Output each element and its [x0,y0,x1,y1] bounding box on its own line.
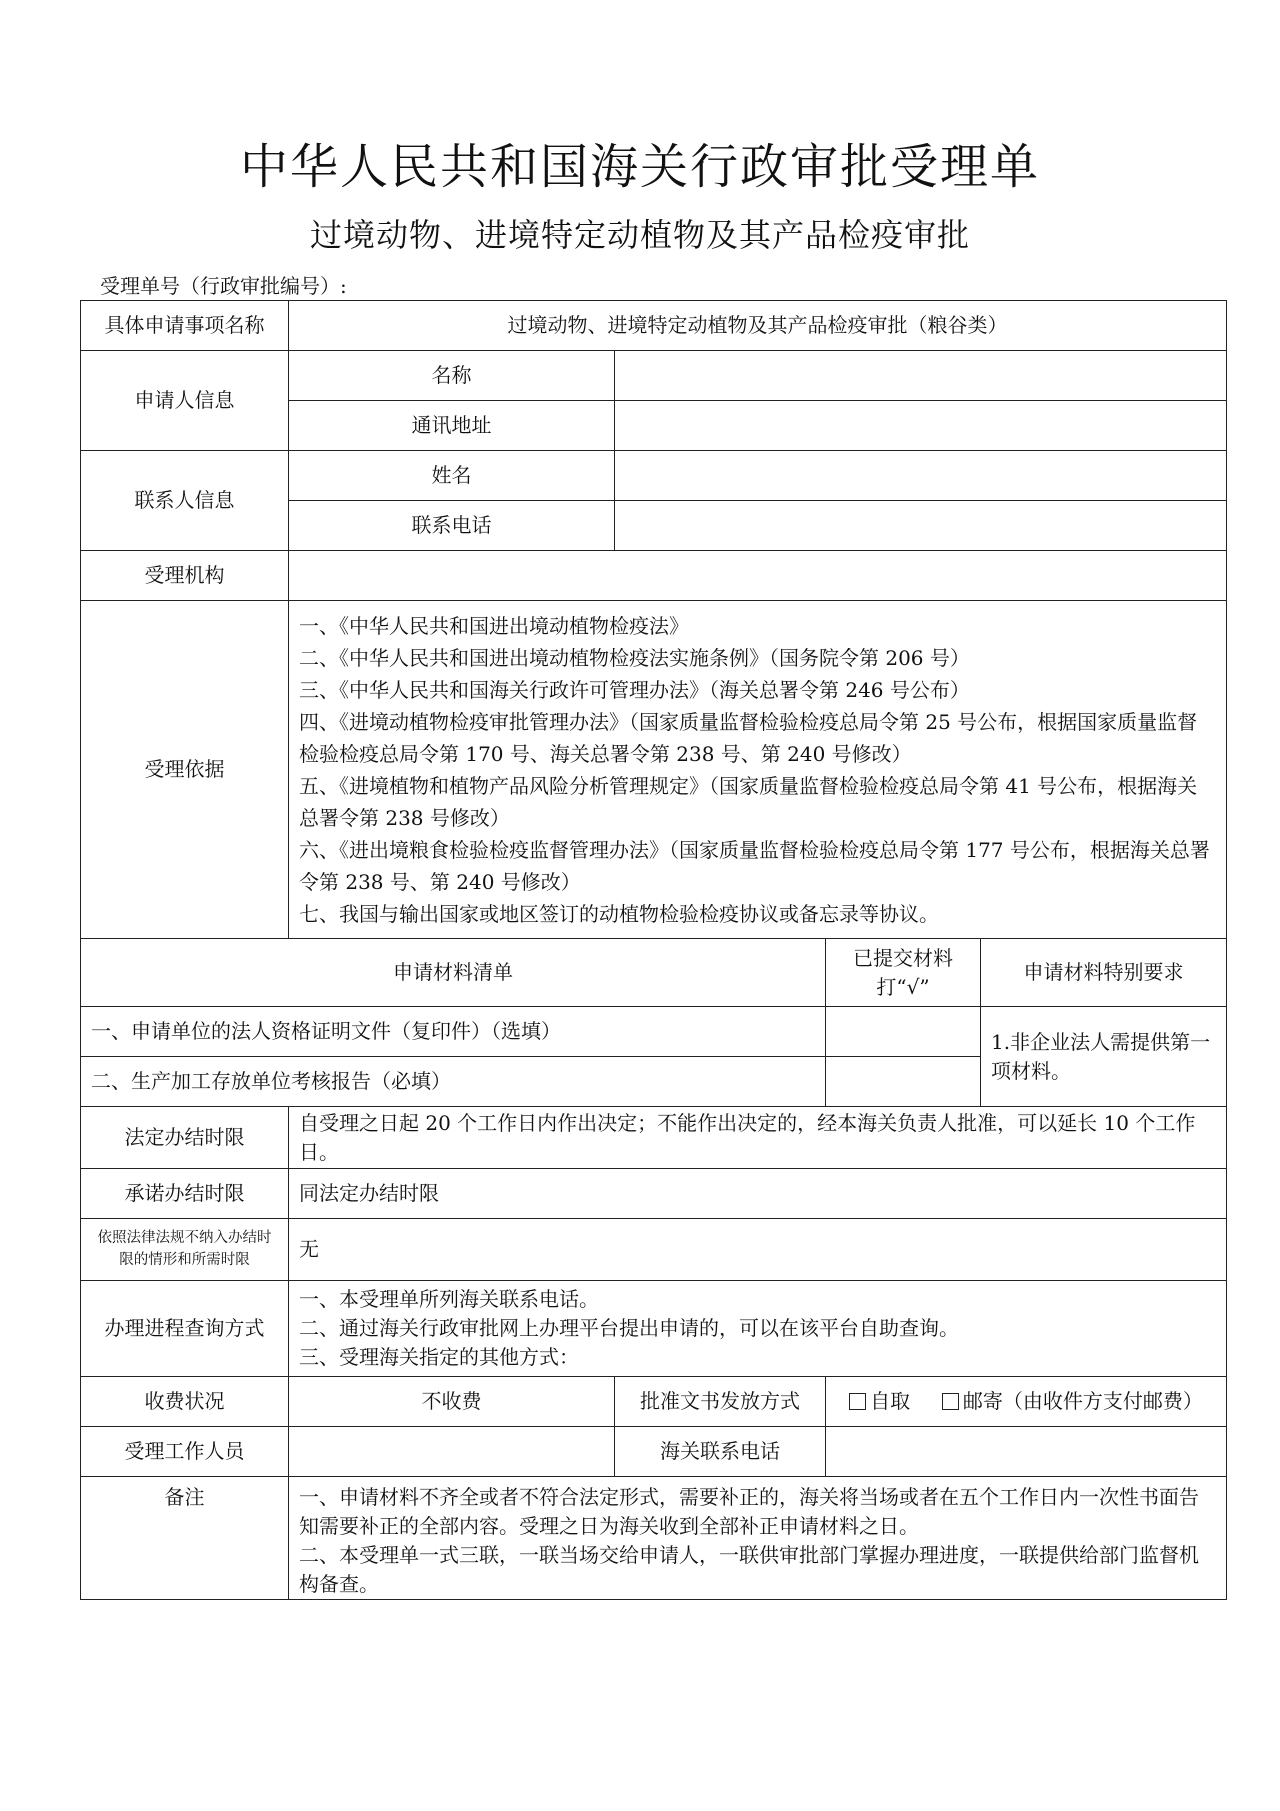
excluded-time-label: 依照法律法规不纳入办结时限的情形和所需时限 [81,1219,289,1281]
submitted-header-line: 已提交材料 [853,945,953,970]
material-checkbox-cell[interactable] [826,1057,981,1107]
basis-line: 二、《中华人民共和国进出境动植物检疫法实施条例》（国务院令第 206 号） [299,645,970,670]
applicant-info-label: 申请人信息 [81,351,289,451]
applicant-name-label: 名称 [289,351,615,401]
checkbox-icon [942,1393,959,1410]
progress-query-label: 办理进程查询方式 [81,1281,289,1377]
agency-field[interactable] [289,551,1227,601]
basis-line: 六、《进出境粮食检验检疫监督管理办法》（国家质量监督检验检疫总局令第 177 号公布，根据海关总署令第 238 号、第 240 号修改） [299,837,1210,894]
reference-number-label: 受理单号（行政审批编号）: [100,274,347,298]
mail-label: 邮寄（由收件方支付邮费） [962,1389,1203,1413]
form-subtitle: 过境动物、进境特定动植物及其产品检疫审批 [309,216,970,254]
progress-query-content [289,1281,1227,1377]
contact-name-field[interactable] [615,451,1227,501]
remarks-line: 二、本受理单一式三联，一联当场交给申请人，一联供审批部门掌握办理进度，一联提供给部门监督机构备查。 [299,1543,1199,1596]
basis-line: 三、《中华人民共和国海关行政许可管理办法》（海关总署令第 246 号公布） [299,677,970,702]
customs-phone-field[interactable] [826,1427,1227,1477]
checkbox-icon [849,1393,866,1410]
remarks-label: 备注 [81,1477,289,1600]
query-line: 一、本受理单所列海关联系电话。 [299,1287,599,1311]
basis-line: 五、《进境植物和植物产品风险分析管理规定》（国家质量监督检验检疫总局令第 41 号公布，根据海关总署令第 238 号修改） [299,773,1198,830]
agency-label: 受理机构 [81,551,289,601]
materials-list-header: 申请材料清单 [81,939,826,1007]
contact-name-label: 姓名 [289,451,615,501]
promised-time-limit-label: 承诺办结时限 [81,1169,289,1219]
self-pickup-label: 自取 [870,1389,911,1413]
submitted-header [826,939,981,1007]
remarks-line: 一、申请材料不齐全或者不符合法定形式，需要补正的，海关将当场或者在五个工作日内一次性书面告知需要补正的全部内容。受理之日为海关收到全部补正申请材料之日。 [299,1485,1199,1538]
applicant-address-field[interactable] [615,401,1227,451]
contact-info-label: 联系人信息 [81,451,289,551]
basis-label: 受理依据 [81,601,289,939]
self-pickup-checkbox[interactable] [849,1389,910,1413]
statutory-time-limit-value: 自受理之日起 20 个工作日内作出决定；不能作出决定的，经本海关负责人批准，可以延长 10 个工作日。 [289,1107,1227,1169]
basis-content [289,601,1227,939]
excluded-time-value: 无 [289,1219,1227,1281]
query-line: 三、受理海关指定的其他方式： [299,1345,579,1369]
material-item: 一、申请单位的法人资格证明文件（复印件）（选填） [81,1007,826,1057]
material-checkbox-cell[interactable] [826,1007,981,1057]
material-item: 二、生产加工存放单位考核报告（必填） [81,1057,826,1107]
staff-field[interactable] [289,1427,615,1477]
staff-label: 受理工作人员 [81,1427,289,1477]
form-title: 中华人民共和国海关行政审批受理单 [239,139,1040,195]
delivery-method-label: 批准文书发放方式 [615,1377,826,1427]
applicant-name-field[interactable] [615,351,1227,401]
item-name-label: 具体申请事项名称 [81,301,289,351]
basis-line: 七、我国与输出国家或地区签订的动植物检验检疫协议或备忘录等协议。 [299,901,939,926]
contact-phone-field[interactable] [615,501,1227,551]
statutory-time-limit-label: 法定办结时限 [81,1107,289,1169]
special-requirements-note: 1.非企业法人需提供第一项材料。 [981,1007,1227,1107]
submitted-header-line: 打“√” [876,974,930,999]
basis-line: 一、《中华人民共和国进出境动植物检疫法》 [299,613,689,638]
fee-status-label: 收费状况 [81,1377,289,1427]
item-name-value: 过境动物、进境特定动植物及其产品检疫审批（粮谷类） [289,301,1227,351]
fee-status-value: 不收费 [289,1377,615,1427]
delivery-method-options [826,1377,1227,1427]
query-line: 二、通过海关行政审批网上办理平台提出申请的，可以在该平台自助查询。 [299,1316,959,1340]
mail-checkbox[interactable] [942,1389,1203,1413]
basis-line: 四、《进境动植物检疫审批管理办法》（国家质量监督检验检疫总局令第 25 号公布，根据国家质量监督检验检疫总局令第 170 号、海关总署令第 238 号、第 240 号修改） [299,709,1198,766]
customs-phone-label: 海关联系电话 [615,1427,826,1477]
acceptance-form-table [80,300,1227,1600]
applicant-address-label: 通讯地址 [289,401,615,451]
promised-time-limit-value: 同法定办结时限 [289,1169,1227,1219]
special-requirements-header: 申请材料特别要求 [981,939,1227,1007]
contact-phone-label: 联系电话 [289,501,615,551]
remarks-content [289,1477,1227,1600]
